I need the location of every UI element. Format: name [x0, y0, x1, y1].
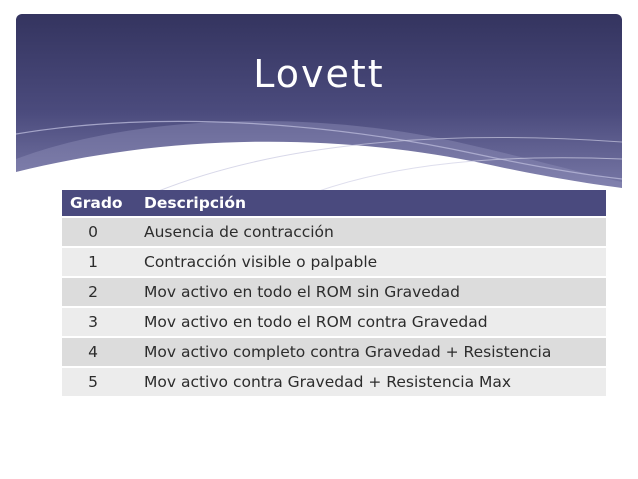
- cell-grado: 2: [62, 278, 136, 306]
- table-row: [62, 308, 606, 336]
- header-descripcion: Descripción: [136, 190, 606, 216]
- title-banner: [16, 14, 622, 192]
- cell-descripcion: Mov activo en todo el ROM sin Gravedad: [136, 278, 606, 306]
- header-grado: Grado: [62, 190, 136, 216]
- table-row: [62, 368, 606, 396]
- cell-descripcion: Mov activo contra Gravedad + Resistencia Max: [136, 368, 606, 396]
- cell-descripcion: Ausencia de contracción: [136, 218, 606, 246]
- cell-grado: 5: [62, 368, 136, 396]
- table-row: [62, 338, 606, 366]
- cell-descripcion: Mov activo en todo el ROM contra Gravedad: [136, 308, 606, 336]
- cell-grado: 0: [62, 218, 136, 246]
- grades-table: [62, 188, 606, 398]
- cell-descripcion: Mov activo completo contra Gravedad + Resistencia: [136, 338, 606, 366]
- slide-title: Lovett: [253, 52, 385, 96]
- cell-descripcion: Contracción visible o palpable: [136, 248, 606, 276]
- cell-grado: 3: [62, 308, 136, 336]
- banner-background: [16, 14, 622, 192]
- cell-grado: 4: [62, 338, 136, 366]
- table-header-row: [62, 190, 606, 216]
- table-row: [62, 248, 606, 276]
- table-row: [62, 218, 606, 246]
- cell-grado: 1: [62, 248, 136, 276]
- table-row: [62, 278, 606, 306]
